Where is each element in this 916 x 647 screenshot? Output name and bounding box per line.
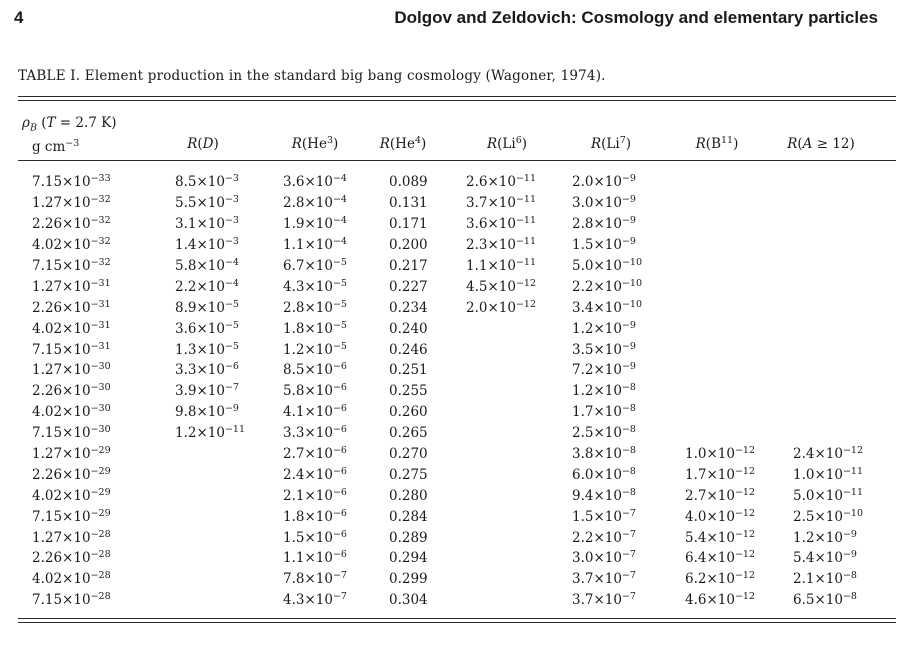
table-cell: $2.0\times 10^{-9}$	[572, 173, 636, 191]
table-cell: $7.15\times 10^{-33}$	[32, 173, 111, 191]
table-cell	[466, 590, 572, 611]
table-cell	[466, 360, 572, 381]
table-cell: $7.15\times 10^{-28}$	[32, 591, 111, 609]
table-cell: $1.1\times 10^{-11}$	[466, 257, 537, 274]
table-cell: $2.26\times 10^{-30}$	[32, 382, 111, 400]
table-cell: $7.15\times 10^{-32}$	[32, 257, 111, 274]
table-cell	[793, 297, 893, 318]
header-density-unit: g $cm^{-3}$	[32, 137, 80, 155]
header-density-line1: $\rho_B$ (T = 2.7 K)	[22, 115, 117, 134]
table-cell: $2.1\times 10^{-8}$	[793, 570, 857, 588]
table-cell: $1.8\times 10^{-5}$	[283, 319, 347, 337]
header-col-3: R(He$^4$)	[379, 135, 427, 152]
table-cell: $2.8\times 10^{-5}$	[283, 298, 347, 316]
table-cell: $6.5\times 10^{-8}$	[793, 591, 857, 609]
table-cell: $1.1\times 10^{-4}$	[283, 236, 347, 254]
running-head: Dolgov and Zeldovich: Cosmology and elementary particles	[394, 8, 878, 27]
table-cell: 0.246	[389, 341, 428, 358]
table-cell: 0.299	[389, 571, 428, 588]
table-cell: $1.2\times 10^{-9}$	[572, 319, 636, 337]
table-cell: $3.7\times 10^{-7}$	[572, 570, 636, 588]
table-cell: $1.9\times 10^{-4}$	[283, 215, 347, 233]
table-cell: 0.294	[389, 550, 428, 567]
table-cell	[685, 318, 793, 339]
table-cell: $4.02\times 10^{-32}$	[32, 236, 111, 254]
table-row	[18, 193, 893, 214]
table-caption: TABLE I. Element production in the standard big bang cosmology (Wagoner, 1974).	[18, 68, 606, 84]
table-row	[18, 214, 893, 235]
table-cell: $3.8\times 10^{-8}$	[572, 445, 636, 463]
table-cell: $5.5\times 10^{-3}$	[175, 194, 239, 212]
table-cell	[685, 402, 793, 423]
table-cell	[793, 235, 893, 256]
table-cell: $8.9\times 10^{-5}$	[175, 298, 239, 316]
table-cell	[466, 339, 572, 360]
table-cell	[685, 360, 793, 381]
table-body	[18, 172, 893, 611]
table-cell: $5.4\times 10^{-12}$	[685, 528, 756, 546]
table-cell: $5.0\times 10^{-11}$	[793, 486, 864, 504]
header-col-4: R(Li$^6$)	[486, 135, 528, 152]
table-cell: $6.7\times 10^{-5}$	[283, 257, 347, 274]
table-cell	[685, 193, 793, 214]
table-row	[18, 235, 893, 256]
header-col-5: R(Li$^7$)	[590, 135, 632, 152]
table-cell: $2.8\times 10^{-9}$	[572, 215, 636, 233]
table-cell: $7.15\times 10^{-29}$	[32, 507, 111, 525]
table-cell	[685, 276, 793, 297]
table-cell: $4.02\times 10^{-28}$	[32, 570, 111, 588]
table-cell: $8.5\times 10^{-3}$	[175, 173, 239, 191]
table-cell	[685, 172, 793, 193]
table-cell: $2.5\times 10^{-10}$	[793, 507, 864, 525]
table-cell: $3.0\times 10^{-9}$	[572, 194, 636, 212]
table-cell	[466, 464, 572, 485]
table-cell: 0.200	[389, 237, 428, 254]
table-cell	[175, 590, 283, 611]
header-col-2: R(He$^3$)	[291, 135, 339, 152]
table-cell: $1.2\times 10^{-8}$	[572, 382, 636, 400]
table-cell: 0.275	[389, 466, 428, 483]
table-cell: $3.0\times 10^{-7}$	[572, 549, 636, 567]
table-cell	[793, 423, 893, 444]
table-cell	[793, 402, 893, 423]
table-cell: $4.02\times 10^{-31}$	[32, 319, 111, 337]
table-cell	[175, 444, 283, 465]
table-row	[18, 172, 893, 193]
table-cell: $1.5\times 10^{-7}$	[572, 507, 636, 525]
bottom-rule-double	[18, 622, 896, 623]
table-row	[18, 527, 893, 548]
table-cell: $3.6\times 10^{-4}$	[283, 173, 347, 191]
table-cell: $6.2\times 10^{-12}$	[685, 570, 756, 588]
table-cell: $2.0\times 10^{-12}$	[466, 298, 537, 316]
table-cell	[466, 402, 572, 423]
table-row	[18, 590, 893, 611]
table-row	[18, 506, 893, 527]
table-cell: $1.3\times 10^{-5}$	[175, 340, 239, 358]
page-number: 4	[14, 8, 24, 27]
table-cell	[793, 360, 893, 381]
table-cell: 0.171	[389, 216, 428, 233]
table-row	[18, 464, 893, 485]
table-cell: $7.15\times 10^{-31}$	[32, 340, 111, 358]
table-cell: $6.0\times 10^{-8}$	[572, 465, 636, 483]
table-cell: $1.1\times 10^{-6}$	[283, 549, 347, 567]
table-cell: $1.27\times 10^{-28}$	[32, 528, 111, 546]
table-cell: $3.3\times 10^{-6}$	[175, 361, 239, 379]
table-cell: 0.217	[389, 258, 428, 274]
header-col-7: R(A ≥ 12)	[787, 136, 855, 152]
header-col-1: R(D)	[187, 136, 219, 152]
table-cell: $3.6\times 10^{-5}$	[175, 319, 239, 337]
table-row	[18, 548, 893, 569]
table-cell: $1.27\times 10^{-29}$	[32, 445, 111, 463]
table-cell: $7.15\times 10^{-30}$	[32, 424, 111, 442]
table-cell: 0.089	[389, 174, 428, 191]
table-cell: 0.234	[389, 299, 428, 316]
table-cell	[175, 548, 283, 569]
bottom-rule	[18, 618, 896, 619]
table-cell: $2.2\times 10^{-7}$	[572, 528, 636, 546]
table-cell	[793, 381, 893, 402]
table-cell	[466, 423, 572, 444]
table-cell: 0.270	[389, 446, 428, 463]
table-cell	[793, 193, 893, 214]
table-cell	[793, 339, 893, 360]
table-row	[18, 339, 893, 360]
table-cell: $4.1\times 10^{-6}$	[283, 403, 347, 421]
table-cell	[466, 381, 572, 402]
table-cell: $1.27\times 10^{-30}$	[32, 361, 111, 379]
table-cell: $1.2\times 10^{-11}$	[175, 424, 246, 442]
table-cell: 0.289	[389, 529, 428, 546]
header-rule	[18, 160, 896, 161]
table-cell	[466, 506, 572, 527]
table-cell	[685, 214, 793, 235]
table-cell: $5.0\times 10^{-10}$	[572, 257, 643, 274]
table-cell	[793, 214, 893, 235]
table-cell: $4.02\times 10^{-29}$	[32, 486, 111, 504]
table-cell: $2.4\times 10^{-12}$	[793, 445, 864, 463]
table-cell: $1.2\times 10^{-5}$	[283, 340, 347, 358]
table-cell: $4.6\times 10^{-12}$	[685, 591, 756, 609]
table-cell	[685, 339, 793, 360]
table-cell	[793, 318, 893, 339]
table-cell: $8.5\times 10^{-6}$	[283, 361, 347, 379]
table-row	[18, 276, 893, 297]
table-cell	[175, 506, 283, 527]
table-cell: $1.8\times 10^{-6}$	[283, 507, 347, 525]
table-cell: $3.4\times 10^{-10}$	[572, 298, 643, 316]
table-cell: $3.7\times 10^{-7}$	[572, 591, 636, 609]
table-cell: $2.5\times 10^{-8}$	[572, 424, 636, 442]
table-cell	[793, 172, 893, 193]
table-cell: 0.280	[389, 487, 428, 504]
table-row	[18, 402, 893, 423]
table-cell: $3.6\times 10^{-11}$	[466, 215, 537, 233]
table-row	[18, 485, 893, 506]
table-cell	[175, 527, 283, 548]
table-cell: $1.2\times 10^{-9}$	[793, 528, 857, 546]
table-cell: $9.8\times 10^{-9}$	[175, 403, 239, 421]
table-cell	[175, 569, 283, 590]
table-cell	[175, 464, 283, 485]
table-cell: $3.3\times 10^{-6}$	[283, 424, 347, 442]
table-cell: $3.7\times 10^{-11}$	[466, 194, 537, 212]
table-cell: $1.7\times 10^{-12}$	[685, 465, 756, 483]
table-cell: 0.265	[389, 425, 428, 442]
element-production-table	[18, 172, 893, 611]
table-cell: $5.4\times 10^{-9}$	[793, 549, 857, 567]
table-cell: $2.26\times 10^{-29}$	[32, 465, 111, 483]
table-cell: $2.7\times 10^{-12}$	[685, 486, 756, 504]
table-cell: $3.5\times 10^{-9}$	[572, 340, 636, 358]
table-cell: $2.4\times 10^{-6}$	[283, 465, 347, 483]
table-cell: $4.02\times 10^{-30}$	[32, 403, 111, 421]
table-cell	[175, 485, 283, 506]
table-cell	[466, 548, 572, 569]
table-cell: $1.0\times 10^{-12}$	[685, 445, 756, 463]
table-row	[18, 423, 893, 444]
table-cell: $1.4\times 10^{-3}$	[175, 236, 239, 254]
table-cell	[685, 297, 793, 318]
table-row	[18, 318, 893, 339]
table-cell: $4.5\times 10^{-12}$	[466, 277, 537, 295]
table-cell: $3.1\times 10^{-3}$	[175, 215, 239, 233]
table-cell	[685, 256, 793, 277]
top-rule	[18, 96, 896, 97]
table-cell: $4.0\times 10^{-12}$	[685, 507, 756, 525]
table-cell: $6.4\times 10^{-12}$	[685, 549, 756, 567]
table-row	[18, 381, 893, 402]
table-cell	[793, 256, 893, 277]
table-cell	[466, 318, 572, 339]
table-cell: 0.255	[389, 383, 428, 400]
table-cell: $2.6\times 10^{-11}$	[466, 173, 537, 191]
table-cell: $1.0\times 10^{-11}$	[793, 465, 864, 483]
table-cell	[466, 444, 572, 465]
table-cell: $7.8\times 10^{-7}$	[283, 570, 347, 588]
table-row	[18, 297, 893, 318]
table-cell: $2.26\times 10^{-31}$	[32, 298, 111, 316]
table-cell	[685, 381, 793, 402]
table-cell: $1.7\times 10^{-8}$	[572, 403, 636, 421]
table-row	[18, 444, 893, 465]
table-cell: $1.5\times 10^{-6}$	[283, 528, 347, 546]
table-cell: $2.1\times 10^{-6}$	[283, 486, 347, 504]
table-cell: $3.9\times 10^{-7}$	[175, 382, 239, 400]
table-cell: $5.8\times 10^{-4}$	[175, 257, 239, 274]
table-cell: $1.5\times 10^{-9}$	[572, 236, 636, 254]
table-row	[18, 569, 893, 590]
table-cell: $2.8\times 10^{-4}$	[283, 194, 347, 212]
table-cell: $1.27\times 10^{-31}$	[32, 277, 111, 295]
table-cell: $1.27\times 10^{-32}$	[32, 194, 111, 212]
table-cell: $2.2\times 10^{-10}$	[572, 277, 643, 295]
table-cell: 0.251	[389, 362, 428, 379]
table-cell: 0.284	[389, 508, 428, 525]
table-cell: $2.7\times 10^{-6}$	[283, 445, 347, 463]
table-cell: 0.227	[389, 278, 428, 295]
header-col-6: $R(B^{11})$	[695, 135, 739, 152]
table-row	[18, 360, 893, 381]
table-cell	[466, 527, 572, 548]
table-cell: 0.131	[389, 195, 428, 212]
top-rule-double	[18, 100, 896, 101]
table-cell: 0.304	[389, 592, 428, 609]
table-cell: $9.4\times 10^{-8}$	[572, 486, 636, 504]
table-cell: $2.26\times 10^{-28}$	[32, 549, 111, 567]
table-cell: 0.260	[389, 404, 428, 421]
table-cell: $4.3\times 10^{-7}$	[283, 591, 347, 609]
table-row	[18, 256, 893, 277]
table-cell	[466, 569, 572, 590]
table-cell: $2.26\times 10^{-32}$	[32, 215, 111, 233]
header-density	[22, 114, 117, 156]
table-cell: $4.3\times 10^{-5}$	[283, 277, 347, 295]
table-cell: $5.8\times 10^{-6}$	[283, 382, 347, 400]
table-cell: $2.2\times 10^{-4}$	[175, 277, 239, 295]
table-cell: $7.2\times 10^{-9}$	[572, 361, 636, 379]
table-cell	[793, 276, 893, 297]
table-cell: $2.3\times 10^{-11}$	[466, 236, 537, 254]
table-cell	[466, 485, 572, 506]
table-cell: 0.240	[389, 320, 428, 337]
table-cell	[685, 423, 793, 444]
table-cell	[685, 235, 793, 256]
